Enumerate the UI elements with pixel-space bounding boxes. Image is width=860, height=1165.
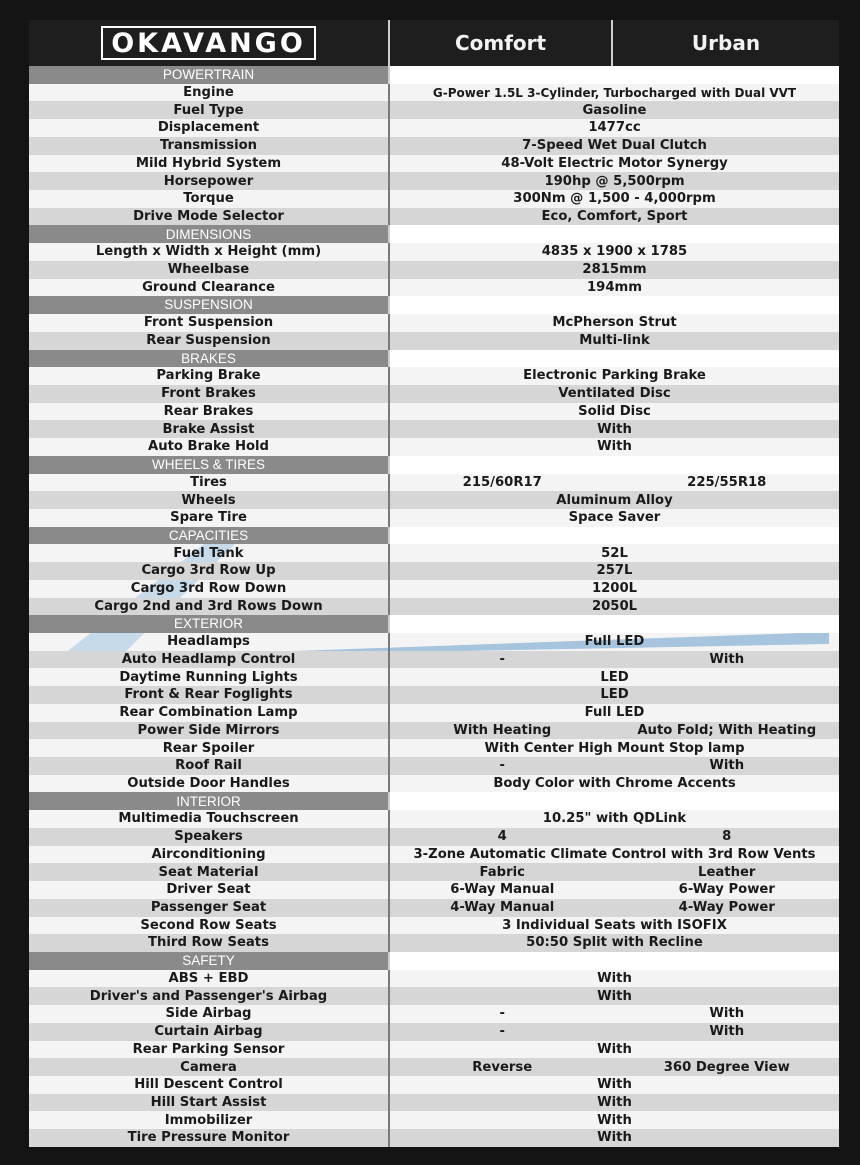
spec-value-comfort: - [499, 1024, 505, 1040]
spec-label: Drive Mode Selector [29, 208, 390, 226]
spec-row [29, 828, 839, 846]
spec-label: Rear Suspension [29, 332, 390, 350]
section-spacer [390, 296, 839, 314]
spec-value: 2050L [591, 598, 638, 614]
spec-value: 2815mm [582, 262, 647, 278]
spec-value-urban: Leather [698, 864, 756, 880]
section-header [29, 952, 839, 970]
section-spacer [390, 615, 839, 633]
spec-value: Gasoline [582, 102, 647, 118]
section-header [29, 615, 839, 633]
spec-label: Parking Brake [29, 367, 390, 385]
spec-row [29, 491, 839, 509]
spec-row [29, 917, 839, 935]
spec-value-comfort: - [499, 651, 505, 667]
section-spacer [390, 792, 839, 810]
spec-value-urban: With [709, 1024, 745, 1040]
spec-row [29, 367, 839, 385]
spec-row [29, 172, 839, 190]
spec-value-comfort: - [499, 1006, 505, 1022]
spec-label: ABS + EBD [29, 970, 390, 988]
spec-label: Curtain Airbag [29, 1023, 390, 1041]
spec-row [29, 757, 839, 775]
spec-label: Front & Rear Foglights [29, 686, 390, 704]
spec-value: McPherson Strut [552, 315, 677, 331]
section-spacer [390, 456, 839, 474]
spec-row [29, 190, 839, 208]
spec-value: 7-Speed Wet Dual Clutch [522, 138, 707, 154]
spec-label: Tires [29, 474, 390, 492]
spec-label: Rear Brakes [29, 403, 390, 421]
spec-value: 3 Individual Seats with ISOFIX [502, 917, 727, 933]
spec-value: 1477cc [588, 120, 641, 136]
brand-cell [29, 20, 390, 66]
spec-table [29, 66, 839, 1147]
spec-label: Daytime Running Lights [29, 668, 390, 686]
spec-row [29, 1023, 839, 1041]
spec-row [29, 1041, 839, 1059]
section-title: WHEELS & TIRES [29, 456, 390, 474]
spec-row [29, 863, 839, 881]
spec-value: With [597, 1041, 632, 1057]
spec-label: Rear Parking Sensor [29, 1041, 390, 1059]
section-spacer [390, 225, 839, 243]
spec-sheet [29, 20, 839, 1146]
spec-value: With [597, 439, 632, 455]
spec-row [29, 261, 839, 279]
spec-label: Driver's and Passenger's Airbag [29, 987, 390, 1005]
spec-value-comfort: With Heating [453, 722, 552, 738]
spec-row [29, 686, 839, 704]
spec-row [29, 155, 839, 173]
spec-label: Wheelbase [29, 261, 390, 279]
section-header [29, 456, 839, 474]
brand-name: OKAVANGO [111, 27, 306, 59]
spec-value-urban: 225/55R18 [687, 474, 767, 490]
spec-value: With [597, 1094, 632, 1110]
section-title: POWERTRAIN [29, 66, 390, 84]
spec-label: Length x Width x Height (mm) [29, 243, 390, 261]
spec-row [29, 84, 839, 102]
spec-row [29, 208, 839, 226]
spec-label: Engine [29, 84, 390, 102]
spec-row [29, 420, 839, 438]
section-header [29, 527, 839, 545]
spec-label: Seat Material [29, 863, 390, 881]
section-spacer [390, 66, 839, 84]
brand-logo [101, 26, 316, 60]
spec-value: 257L [596, 563, 633, 579]
spec-value: Multi-link [579, 333, 650, 349]
spec-value-comfort: Reverse [472, 1059, 533, 1075]
spec-label: Power Side Mirrors [29, 722, 390, 740]
spec-value: With [597, 1077, 632, 1093]
spec-row [29, 1058, 839, 1076]
spec-value: With Center High Mount Stop lamp [484, 740, 745, 756]
spec-label: Transmission [29, 137, 390, 155]
spec-label: Tire Pressure Monitor [29, 1129, 390, 1147]
section-title: DIMENSIONS [29, 225, 390, 243]
spec-value-urban: With [709, 758, 745, 774]
spec-value: 50:50 Split with Recline [526, 935, 703, 951]
spec-label: Speakers [29, 828, 390, 846]
spec-label: Airconditioning [29, 846, 390, 864]
spec-row [29, 544, 839, 562]
spec-label: Cargo 3rd Row Down [29, 580, 390, 598]
spec-label: Ground Clearance [29, 279, 390, 297]
spec-value-comfort: 215/60R17 [462, 474, 542, 490]
spec-label: Rear Spoiler [29, 739, 390, 757]
spec-value: Body Color with Chrome Accents [493, 776, 736, 791]
spec-value-urban: 8 [722, 829, 732, 845]
spec-value-urban: With [709, 651, 745, 667]
spec-row [29, 1111, 839, 1129]
section-header [29, 350, 839, 368]
spec-label: Driver Seat [29, 881, 390, 899]
section-title: EXTERIOR [29, 615, 390, 633]
spec-value: Space Saver [568, 510, 661, 526]
spec-row [29, 633, 839, 651]
spec-value-urban: Auto Fold; With Heating [637, 722, 817, 738]
spec-label: Immobilizer [29, 1111, 390, 1129]
spec-row [29, 137, 839, 155]
spec-label: Passenger Seat [29, 899, 390, 917]
spec-value: G-Power 1.5L 3-Cylinder, Turbocharged with Dual VVT [432, 85, 797, 100]
spec-value: 4835 x 1900 x 1785 [541, 244, 688, 260]
spec-value: LED [600, 669, 629, 685]
section-header [29, 296, 839, 314]
spec-value: With [597, 1130, 632, 1146]
spec-row [29, 403, 839, 421]
spec-header [29, 20, 839, 66]
spec-value: With [597, 970, 632, 986]
spec-label: Front Suspension [29, 314, 390, 332]
spec-value-comfort: - [499, 758, 505, 774]
spec-row [29, 580, 839, 598]
section-header [29, 66, 839, 84]
spec-value: Electronic Parking Brake [523, 368, 706, 384]
spec-label: Fuel Type [29, 101, 390, 119]
spec-value-comfort: 4 [497, 829, 507, 845]
spec-label: Spare Tire [29, 509, 390, 527]
spec-row [29, 934, 839, 952]
spec-row [29, 810, 839, 828]
spec-row [29, 438, 839, 456]
spec-value: Full LED [584, 705, 645, 721]
spec-row [29, 987, 839, 1005]
spec-value-urban: 6-Way Power [678, 882, 775, 898]
spec-label: Camera [29, 1058, 390, 1076]
spec-value: 10.25" with QDLink [542, 811, 687, 827]
spec-row [29, 1076, 839, 1094]
spec-value-comfort: 6-Way Manual [450, 882, 555, 898]
section-title: INTERIOR [29, 792, 390, 810]
spec-row [29, 101, 839, 119]
spec-value-comfort: Fabric [479, 864, 525, 880]
spec-value: 300Nm @ 1,500 - 4,000rpm [513, 191, 716, 207]
section-title: SAFETY [29, 952, 390, 970]
spec-row [29, 385, 839, 403]
spec-label: Horsepower [29, 172, 390, 190]
spec-row [29, 598, 839, 616]
spec-label: Auto Brake Hold [29, 438, 390, 456]
spec-label: Hill Start Assist [29, 1094, 390, 1112]
spec-row [29, 332, 839, 350]
spec-row [29, 562, 839, 580]
column-header-urban: Urban [691, 31, 761, 55]
spec-value: 3-Zone Automatic Climate Control with 3rd Row Vents [413, 846, 816, 862]
spec-label: Outside Door Handles [29, 775, 390, 793]
spec-row [29, 704, 839, 722]
spec-row [29, 846, 839, 864]
spec-label: Fuel Tank [29, 544, 390, 562]
spec-value: 190hp @ 5,500rpm [544, 173, 685, 189]
spec-value: 1200L [591, 581, 638, 597]
spec-label: Multimedia Touchscreen [29, 810, 390, 828]
spec-value-urban: 4-Way Power [678, 900, 775, 916]
spec-value: 194mm [586, 279, 642, 295]
spec-value: With [597, 1112, 632, 1128]
spec-value-comfort: 4-Way Manual [450, 900, 555, 916]
spec-label: Cargo 3rd Row Up [29, 562, 390, 580]
spec-row [29, 881, 839, 899]
spec-row [29, 651, 839, 669]
spec-row [29, 474, 839, 492]
spec-value-urban: 360 Degree View [663, 1059, 790, 1075]
spec-row [29, 243, 839, 261]
spec-label: Third Row Seats [29, 934, 390, 952]
section-spacer [390, 527, 839, 545]
spec-row [29, 1094, 839, 1112]
spec-row [29, 970, 839, 988]
spec-label: Auto Headlamp Control [29, 651, 390, 669]
section-title: CAPACITIES [29, 527, 390, 545]
section-header [29, 792, 839, 810]
spec-row [29, 722, 839, 740]
spec-row [29, 668, 839, 686]
spec-value-urban: With [709, 1006, 745, 1022]
section-title: BRAKES [29, 350, 390, 368]
spec-row [29, 1129, 839, 1147]
spec-value: Solid Disc [578, 403, 651, 419]
spec-value: Aluminum Alloy [556, 492, 673, 508]
spec-row [29, 509, 839, 527]
spec-row [29, 279, 839, 297]
spec-value: 52L [601, 545, 628, 561]
section-header [29, 225, 839, 243]
spec-value: With [597, 421, 632, 437]
spec-label: Cargo 2nd and 3rd Rows Down [29, 598, 390, 616]
spec-label: Torque [29, 190, 390, 208]
spec-row [29, 739, 839, 757]
column-header-comfort: Comfort [390, 20, 613, 66]
spec-label: Rear Combination Lamp [29, 704, 390, 722]
spec-label: Side Airbag [29, 1005, 390, 1023]
spec-label: Headlamps [29, 633, 390, 651]
spec-row [29, 775, 839, 793]
spec-row [29, 899, 839, 917]
spec-value: LED [600, 687, 629, 703]
spec-label: Mild Hybrid System [29, 155, 390, 173]
spec-value: With [597, 988, 632, 1004]
spec-row [29, 1005, 839, 1023]
spec-label: Wheels [29, 491, 390, 509]
spec-label: Second Row Seats [29, 917, 390, 935]
section-title: SUSPENSION [29, 296, 390, 314]
spec-value: 48-Volt Electric Motor Synergy [501, 155, 728, 171]
spec-label: Displacement [29, 119, 390, 137]
spec-row [29, 119, 839, 137]
spec-value: Eco, Comfort, Sport [541, 209, 688, 224]
spec-value: Full LED [584, 634, 645, 650]
section-spacer [390, 350, 839, 368]
spec-label: Brake Assist [29, 420, 390, 438]
spec-row [29, 314, 839, 332]
spec-label: Hill Descent Control [29, 1076, 390, 1094]
section-spacer [390, 952, 839, 970]
spec-label: Roof Rail [29, 757, 390, 775]
spec-value: Ventilated Disc [558, 386, 671, 402]
spec-label: Front Brakes [29, 385, 390, 403]
